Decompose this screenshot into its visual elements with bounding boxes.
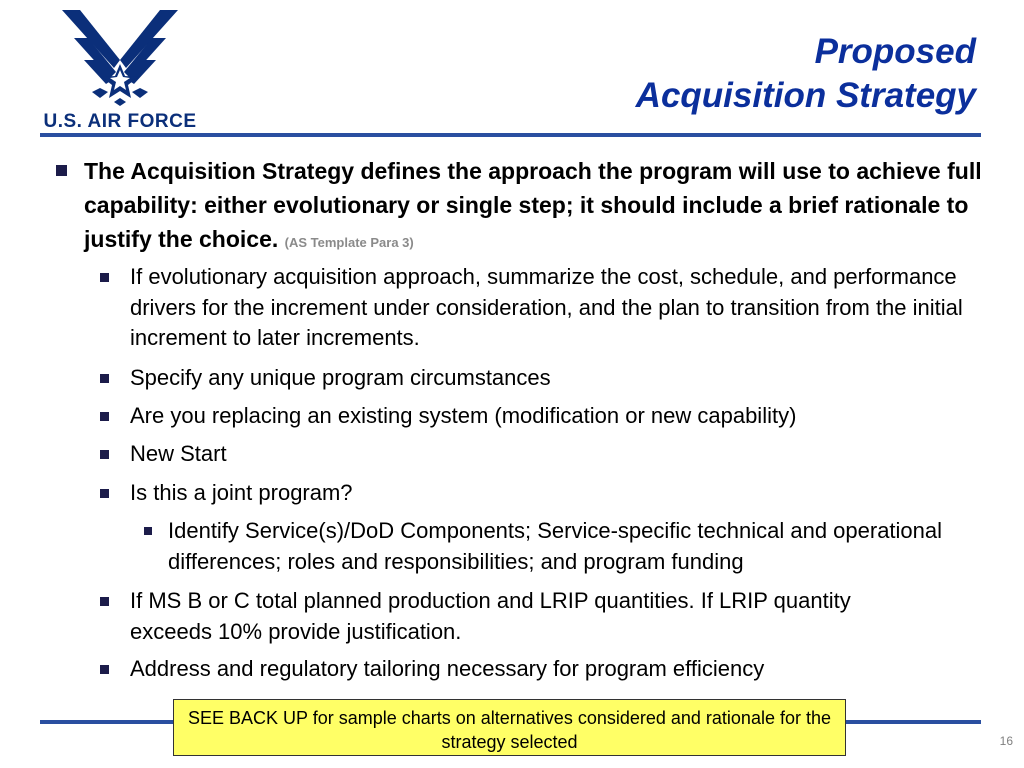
air-force-logo	[40, 8, 200, 134]
bullet-square-icon	[100, 412, 109, 421]
bullet-square-icon	[100, 489, 109, 498]
bullet-square-icon	[100, 273, 109, 282]
main-bullet-reference: (AS Template Para 3)	[284, 235, 414, 250]
bullet-square-icon	[100, 665, 109, 674]
page-number: 16	[999, 734, 1013, 748]
bullet-square-icon	[100, 374, 109, 383]
backup-note-box: SEE BACK UP for sample charts on alternatives considered and rationale for the strategy selected	[173, 699, 846, 756]
list-item: If MS B or C total planned production and LRIP quantities. If LRIP quantity exceeds 10% provide justification.	[130, 588, 851, 644]
bullet-square-icon	[100, 450, 109, 459]
list-item: Are you replacing an existing system (modification or new capability)	[130, 403, 797, 428]
bullet-square-icon	[144, 527, 152, 535]
title-line-1: Proposed	[814, 32, 976, 71]
bullet-square-icon	[56, 165, 67, 176]
bullet-square-icon	[100, 597, 109, 606]
main-bullet	[84, 154, 984, 260]
list-item: New Start	[130, 441, 227, 466]
air-force-symbol-icon	[60, 8, 180, 106]
list-item: Is this a joint program?	[130, 480, 353, 505]
list-item: If evolutionary acquisition approach, summarize the cost, schedule, and performance drivers for the increment under consideration, and the plan to transition from the initial increment to later increments.	[130, 264, 963, 350]
list-item: Identify Service(s)/DoD Components; Service-specific technical and operational differences; roles and responsibilities; and program funding	[168, 518, 943, 574]
list-item: Address and regulatory tailoring necessary for program efficiency	[130, 656, 765, 681]
slide-title	[636, 30, 976, 118]
top-divider	[40, 133, 981, 137]
logo-text: U.S. AIR FORCE	[43, 111, 197, 132]
main-bullet-text: The Acquisition Strategy defines the approach the program will use to achieve full capability: either evolutionary or single step; it should include a brief rationale to justify the choice.	[84, 158, 982, 252]
title-line-2: Acquisition Strategy	[635, 76, 976, 115]
list-item: Specify any unique program circumstances	[130, 365, 551, 390]
